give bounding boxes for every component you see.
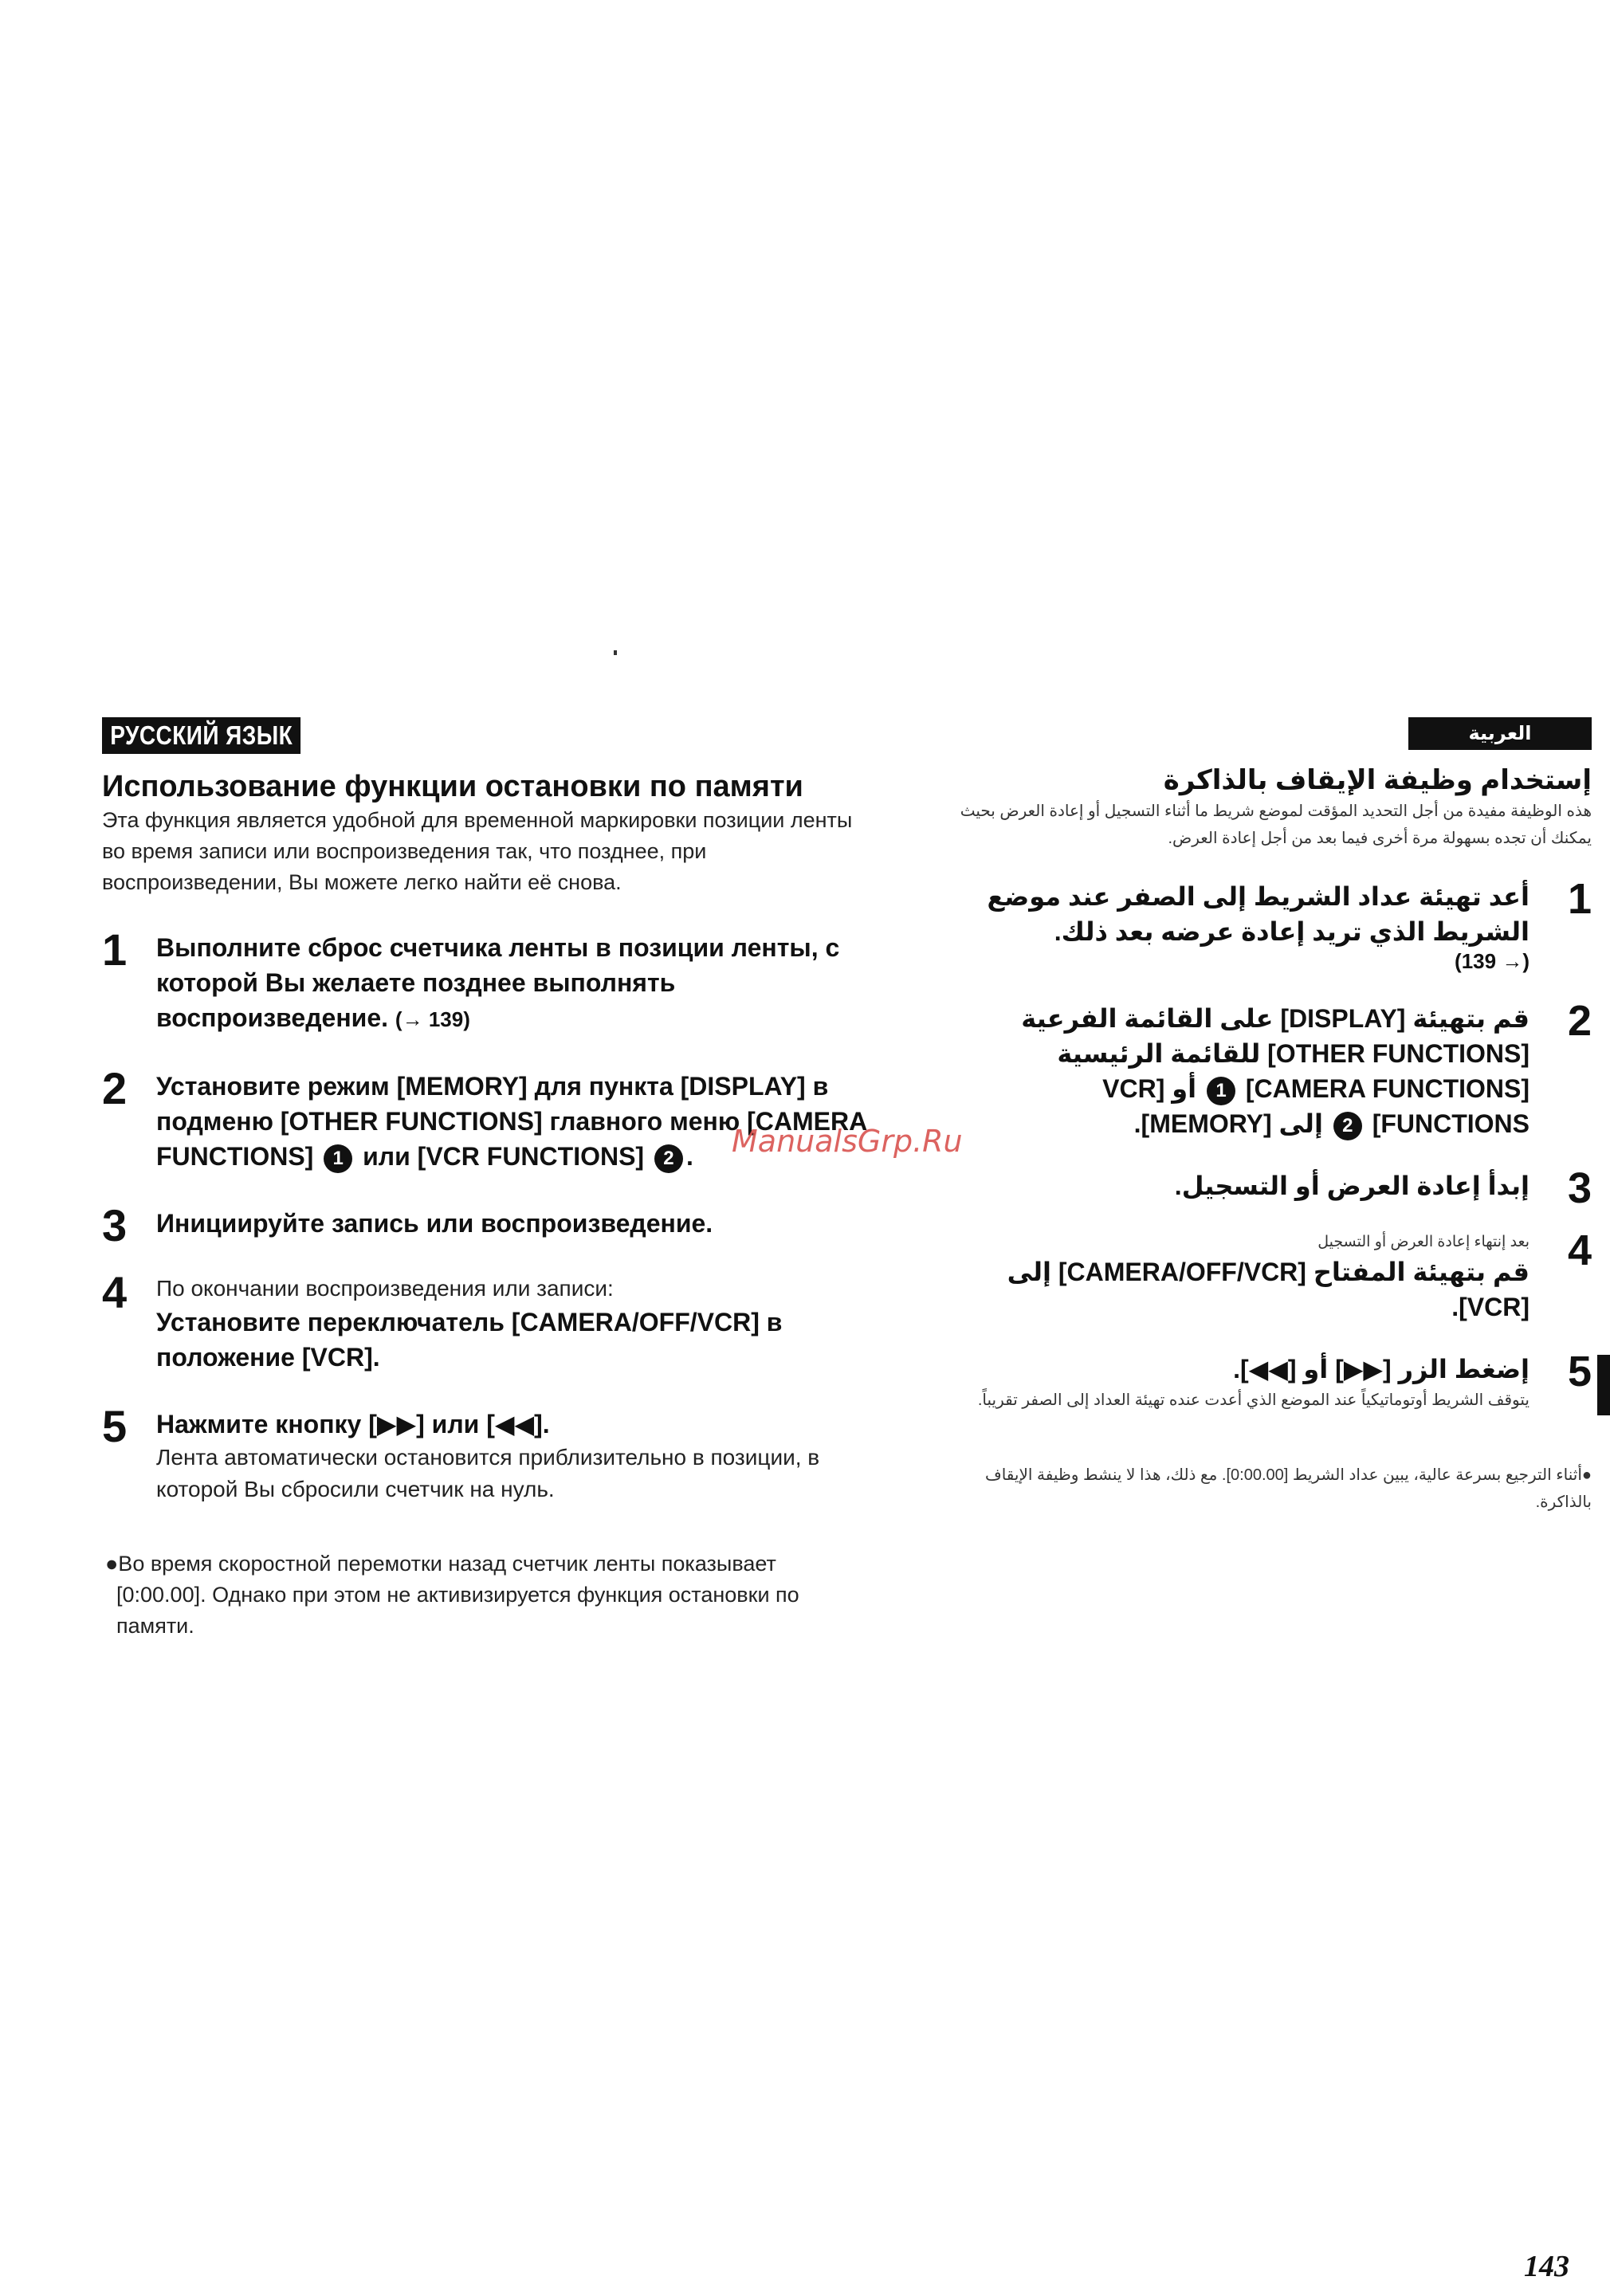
step-text: قم بتهيئة المفتاح [CAMERA/OFF/VCR] إلى [VCR]. xyxy=(1007,1258,1530,1321)
step-3-russian xyxy=(102,1200,907,1250)
step-4-russian xyxy=(102,1267,907,1375)
step-number: 2 xyxy=(102,1063,128,1113)
reference-page: 139 xyxy=(428,1007,464,1031)
step-text-b: или [VCR FUNCTIONS] xyxy=(363,1142,645,1171)
step-text-a: Установите режим [MEMORY] для пункта [DISPLAY] в подменю [OTHER FUNCTIONS] главного меню [CAMERA FUNCTIONS] xyxy=(156,1072,866,1171)
circled-number-1-icon: 1 xyxy=(324,1144,352,1173)
section-heading-russian: Использование функции остановки по памяти xyxy=(102,770,803,803)
step-number: 4 xyxy=(1567,1226,1592,1274)
step-instruction xyxy=(156,930,907,1037)
language-label-arabic: العربية xyxy=(1408,717,1592,750)
step-text-c: . xyxy=(685,1142,693,1171)
step-number: 5 xyxy=(1567,1348,1592,1395)
step-text: Инициируйте запись или воспроизведение. xyxy=(156,1209,713,1238)
arrow-right-icon: → xyxy=(402,1007,423,1031)
step-text: إبدأ إعادة العرض أو التسجيل. xyxy=(1174,1172,1530,1200)
step-number: 2 xyxy=(1567,997,1592,1045)
scan-speck xyxy=(614,650,617,655)
intro-paragraph-russian: Эта функция является удобной для временной маркировки позиции ленты во время записи или воспроизведения так, что позднее, при воспроизведении, Вы можете легко найти её снова. xyxy=(102,808,853,894)
step-1-russian xyxy=(102,924,907,1037)
step-text-b: أو [VCR FUNCTIONS] xyxy=(1102,1074,1530,1138)
step-5-arabic xyxy=(952,1348,1592,1414)
circled-number-1-icon: 1 xyxy=(1207,1077,1235,1105)
step-number: 4 xyxy=(102,1267,128,1317)
step-text: Установите переключатель [CAMERA/OFF/VCR] в положение [VCR]. xyxy=(156,1308,783,1372)
step-text-a: قم بتهيئة [DISPLAY] على القائمة الفرعية [OTHER FUNCTIONS] للقائمة الرئيسية [CAMERA FUNCTIONS] xyxy=(1021,1004,1530,1103)
step-text: Нажмите кнопку [▶▶] или [◀◀]. xyxy=(156,1410,550,1438)
step-precondition: بعد إنتهاء إعادة العرض أو التسجيل xyxy=(1317,1234,1530,1250)
watermark: ManualsGrp.Ru xyxy=(732,1124,963,1159)
note-russian: ●Во время скоростной перемотки назад счетчик ленты показывает [0:00.00]. Однако при этом не активизируется функция остановки по памяти. xyxy=(105,1552,799,1638)
step-1-arabic xyxy=(952,875,1592,974)
step-number: 5 xyxy=(102,1401,128,1451)
circled-number-2-icon: 2 xyxy=(654,1144,683,1173)
step-2-arabic xyxy=(952,997,1592,1141)
step-precondition: По окончании воспроизведения или записи: xyxy=(156,1276,614,1301)
page-reference: (→ 139) xyxy=(1455,949,1530,973)
step-text: أعد تهيئة عداد الشريط إلى الصفر عند موضع الشريط الذي تريد إعادة عرضه بعد ذلك. xyxy=(987,882,1530,946)
step-instruction xyxy=(952,1001,1530,1141)
step-text: Выполните сброс счетчика ленты в позиции ленты, с которой Вы желаете позднее выполнять воспроизведение. xyxy=(156,933,840,1032)
intro-paragraph-arabic: هذه الوظيفة مفيدة من أجل التحديد المؤقت لموضع شريط ما أثناء التسجيل أو إعادة العرض بحيث يمكنك أن تجده بسهولة مرة أخرى فيما بعد من أجل إعادة العرض. xyxy=(960,803,1592,847)
circled-number-2-icon: 2 xyxy=(1333,1112,1362,1140)
step-number: 1 xyxy=(102,924,128,975)
arabic-column xyxy=(952,717,1592,1516)
step-3-arabic xyxy=(952,1164,1592,1212)
page-edge-tab xyxy=(1597,1355,1610,1415)
step-text-c: إلى [MEMORY]. xyxy=(1133,1109,1323,1138)
step-explanation: Лента автоматически остановится приблизительно в позиции, в которой Вы сбросили счетчик на нуль. xyxy=(156,1445,820,1501)
section-heading-arabic: إستخدام وظيفة الإيقاف بالذاكرة xyxy=(1163,765,1592,795)
step-explanation: يتوقف الشريط أوتوماتيكياً عند الموضع الذي أعدت عنده تهيئة العداد إلى الصفر تقريباً. xyxy=(977,1391,1530,1409)
step-4-arabic xyxy=(952,1226,1592,1325)
step-5-russian xyxy=(102,1401,907,1505)
note-arabic: ●أثناء الترجيع بسرعة عالية، يبين عداد الشريط [0:00.00]. مع ذلك، هذا لا ينشط وظيفة الإيقاف بالذاكرة. xyxy=(984,1466,1592,1511)
language-label-russian: РУССКИЙ ЯЗЫК xyxy=(102,717,300,754)
step-number: 3 xyxy=(102,1200,128,1250)
step-number: 3 xyxy=(1567,1164,1592,1212)
step-number: 1 xyxy=(1567,875,1592,923)
page-reference: (→ 139) xyxy=(395,1007,470,1031)
step-text: إضغط الزر [▶▶] أو [◀◀]. xyxy=(1233,1355,1530,1383)
russian-column xyxy=(102,717,907,1642)
page-number: 143 xyxy=(1524,2250,1569,2283)
